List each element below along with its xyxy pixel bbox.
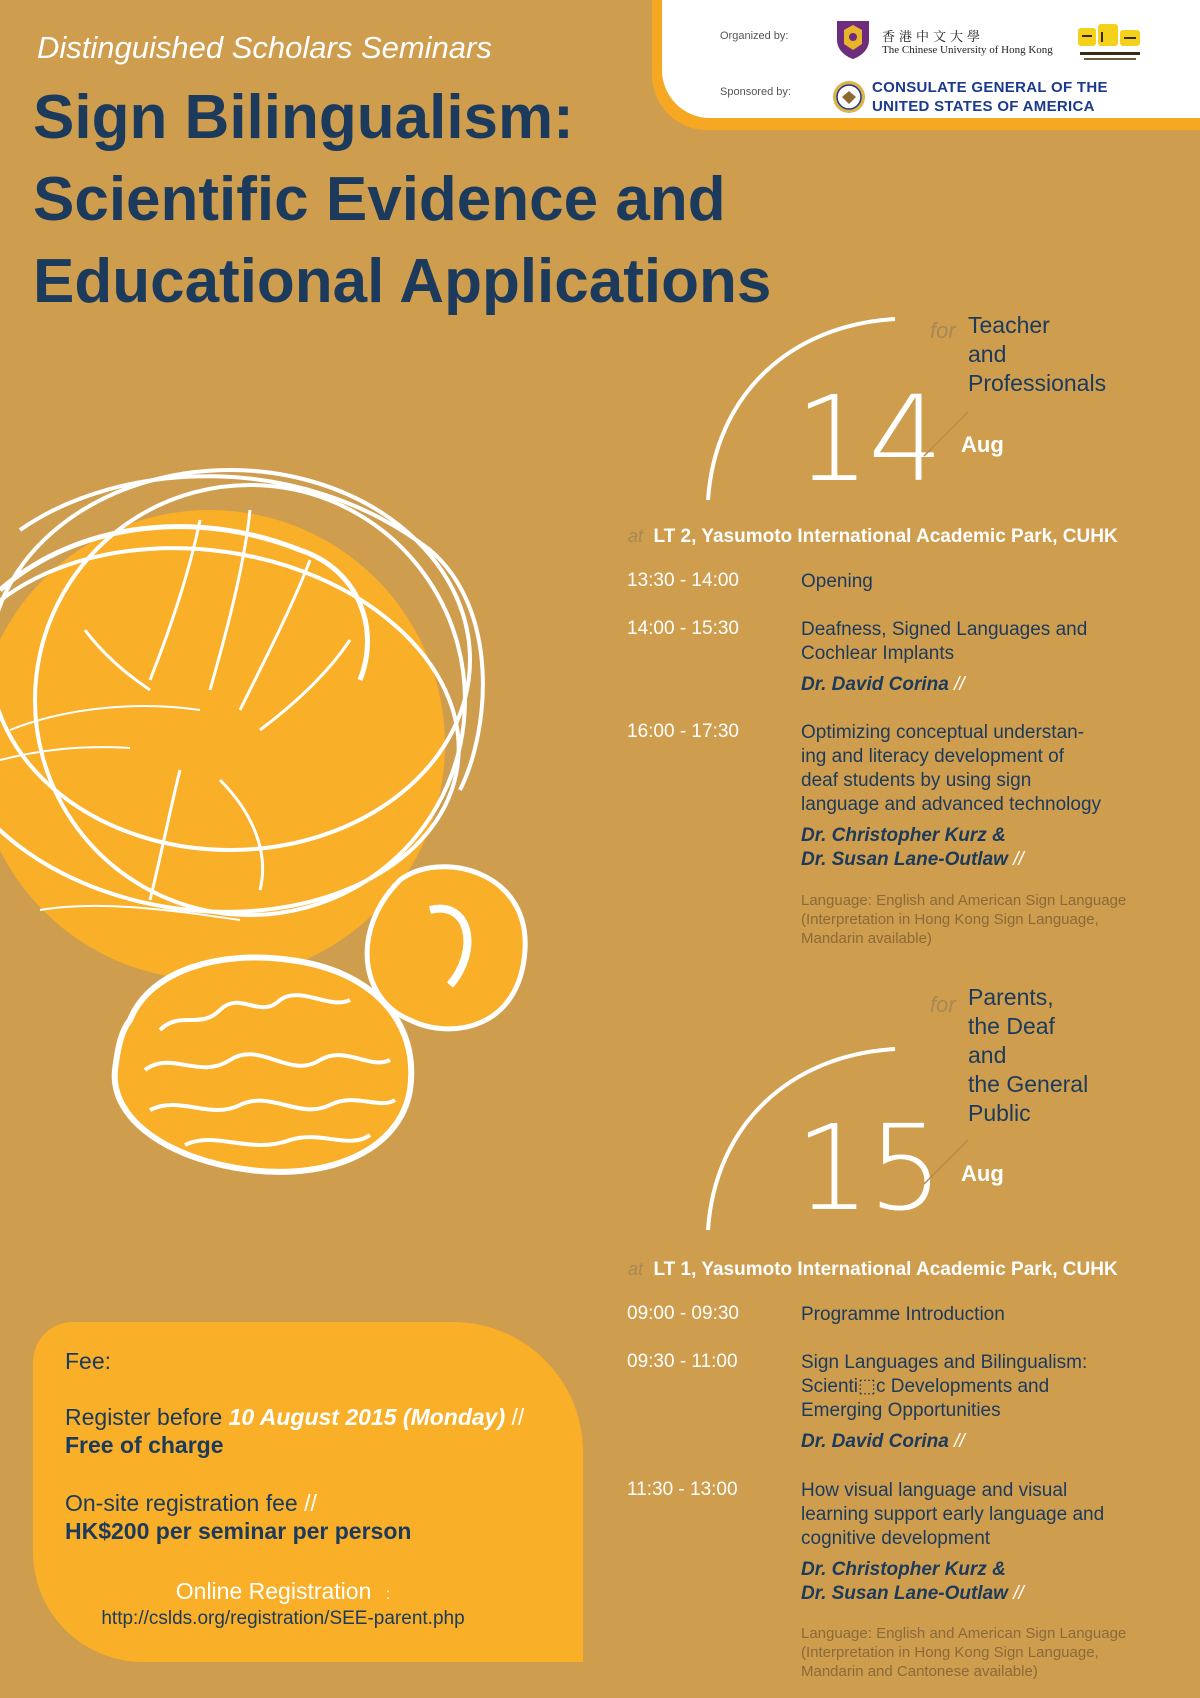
onsite-fee-line: On-site registration fee //	[65, 1490, 317, 1516]
cuhk-english-name: The Chinese University of Hong Kong	[882, 44, 1053, 56]
registration-link[interactable]: http://cslds.org/registration/SEE-parent.php	[101, 1608, 465, 1629]
day1-venue-line: at LT 2, Yasumoto International Academic Park, CUHK	[628, 526, 1118, 547]
day2-for-label: for	[930, 992, 956, 1017]
day1-month: Aug	[961, 432, 1004, 457]
online-registration-label: Online Registration :	[175, 1578, 391, 1604]
series-title: Distinguished Scholars Seminars	[37, 30, 492, 65]
day1-venue: LT 2, Yasumoto International Academic Park, CUHK	[653, 526, 1118, 547]
day2-date-number: 15	[795, 1099, 942, 1237]
cuhk-crest-icon	[834, 18, 872, 60]
day1-date-number: 14	[795, 370, 942, 508]
cuhk-chinese-name: 香港中文大學	[882, 30, 985, 45]
fee-label: Fee:	[65, 1348, 112, 1374]
consulate-name: CONSULATE GENERAL OF THE UNITED STATES OF AMERICA	[872, 79, 1108, 115]
day2-month: Aug	[961, 1161, 1004, 1186]
fee-panel	[33, 1322, 583, 1662]
day2-audience: Parents, the Deaf and the General Public	[968, 984, 1089, 1126]
registration-deadline: 10 August 2015 (Monday)	[228, 1404, 506, 1430]
consulate-seal-icon	[832, 80, 866, 114]
day2-language-note: Language: English and American Sign Language (Interpretation in Hong Kong Sign Language, Mandarin and Cantonese available)	[801, 1625, 1127, 1680]
sponsored-by-label: Sponsored by:	[720, 86, 791, 98]
csld-logo-icon	[1074, 22, 1146, 68]
day1-audience: Teacher and Professionals	[968, 312, 1107, 396]
page-title: Sign Bilingualism: Scientific Evidence and Educational Applications	[33, 83, 772, 316]
organized-by-label: Organized by:	[720, 30, 789, 42]
onsite-price: HK$200 per seminar per person	[65, 1518, 412, 1544]
register-before-line: Register before 10 August 2015 (Monday) //	[65, 1404, 525, 1430]
speaker-name: Dr. Christopher Kurz & Dr. Susan Lane-Outlaw //	[801, 825, 1024, 870]
sign-brain-illustration	[0, 430, 580, 1250]
day2-venue: LT 1, Yasumoto International Academic Park, CUHK	[653, 1259, 1118, 1280]
day2-venue-line: at LT 1, Yasumoto International Academic Park, CUHK	[628, 1259, 1118, 1280]
speaker-name: Dr. David Corina //	[801, 1431, 965, 1452]
free-of-charge: Free of charge	[65, 1432, 224, 1458]
speaker-name: Dr. David Corina //	[801, 674, 965, 695]
day1-for-label: for	[930, 318, 956, 343]
day1-language-note: Language: English and American Sign Language (Interpretation in Hong Kong Sign Language, Mandarin available)	[801, 892, 1127, 947]
speaker-name: Dr. Christopher Kurz & Dr. Susan Lane-Outlaw //	[801, 1559, 1024, 1604]
